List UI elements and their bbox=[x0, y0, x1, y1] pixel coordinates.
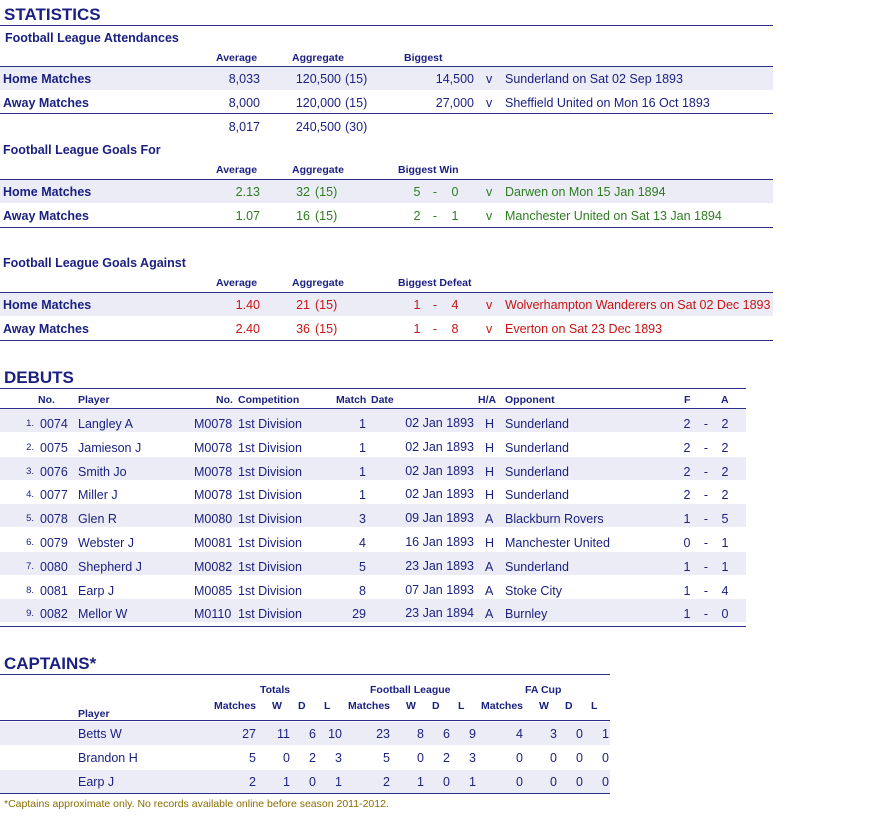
goals-for-away-aggregate: 16 bbox=[296, 209, 310, 223]
attendances-home-detail: Sunderland on Sat 02 Sep 1893 bbox=[505, 72, 683, 86]
debut-ha: H bbox=[485, 536, 495, 550]
debut-date: 23 Jan 1894 bbox=[405, 606, 474, 621]
debut-score-f: 2 bbox=[683, 417, 691, 431]
goals-against-away-average: 2.40 bbox=[235, 322, 260, 336]
captain-facup-w: 3 bbox=[550, 727, 557, 741]
goals-against-away-f: 1 bbox=[413, 322, 421, 336]
debut-score-dash: - bbox=[703, 464, 709, 479]
attendances-away-biggest: 27,000 bbox=[435, 96, 474, 110]
debuts-opponent-header: Opponent bbox=[505, 394, 555, 406]
debut-date: 16 Jan 1893 bbox=[405, 535, 474, 549]
goals-for-home-a: 0 bbox=[451, 185, 459, 199]
captains-facup-group: FA Cup bbox=[525, 684, 562, 696]
debuts-a-header: A bbox=[721, 394, 729, 406]
captain-league-d: 0 bbox=[443, 775, 450, 789]
attendances-total-average: 8,017 bbox=[228, 120, 260, 134]
debuts-match-header: Match bbox=[336, 394, 367, 406]
goals-against-biggest-header: Biggest Defeat bbox=[398, 277, 472, 289]
debut-match-number: 1 bbox=[359, 440, 366, 455]
attendances-home-aggregate: 120,500 bbox=[295, 72, 341, 86]
captain-league-w: 8 bbox=[417, 727, 424, 741]
debut-match-number: 8 bbox=[359, 583, 366, 598]
debut-score-dash: - bbox=[703, 417, 709, 431]
attendances-total-count: (30) bbox=[345, 120, 368, 134]
debut-player-no: 0079 bbox=[40, 536, 68, 550]
goals-for-home-aggregate: 32 bbox=[296, 185, 310, 199]
debut-opponent: Sunderland bbox=[505, 488, 569, 503]
debut-ha: H bbox=[485, 417, 495, 431]
debut-opponent: Blackburn Rovers bbox=[505, 512, 604, 527]
debut-player-no: 0082 bbox=[40, 607, 68, 622]
debut-score-f: 2 bbox=[683, 440, 691, 455]
captain-facup-matches: 0 bbox=[516, 751, 523, 765]
captains-totals-w-header: W bbox=[272, 700, 282, 712]
goals-against-aggregate-header: Aggregate bbox=[292, 277, 344, 289]
debut-competition: 1st Division bbox=[238, 607, 302, 622]
captain-totals-l: 10 bbox=[328, 727, 342, 741]
goals-for-away-a: 1 bbox=[451, 209, 459, 223]
captain-facup-matches: 4 bbox=[516, 727, 523, 741]
debut-player-name: Mellor W bbox=[78, 607, 128, 622]
debut-player-no: 0078 bbox=[40, 512, 68, 527]
captain-facup-w: 0 bbox=[550, 751, 557, 765]
debut-score-dash: - bbox=[703, 607, 709, 622]
captain-facup-d: 0 bbox=[576, 751, 583, 765]
attendances-away-v: v bbox=[486, 96, 493, 110]
debut-index: 8. bbox=[26, 584, 34, 596]
debut-competition: 1st Division bbox=[238, 559, 302, 574]
debut-index: 7. bbox=[26, 560, 34, 572]
captain-league-w: 0 bbox=[417, 751, 424, 765]
debuts-match-no-header: No. bbox=[216, 394, 233, 406]
debut-index: 6. bbox=[26, 537, 34, 548]
attendances-title: Football League Attendances bbox=[5, 31, 179, 45]
goals-against-home-a: 4 bbox=[451, 298, 459, 312]
debut-match-no: M0082 bbox=[194, 559, 233, 574]
goals-for-home-v: v bbox=[486, 185, 493, 199]
goals-against-home-aggregate: 21 bbox=[296, 298, 310, 312]
goals-for-away-label: Away Matches bbox=[3, 209, 89, 223]
debut-date: 23 Jan 1893 bbox=[405, 558, 474, 573]
attendances-away-label: Away Matches bbox=[3, 96, 89, 110]
debut-opponent: Stoke City bbox=[505, 583, 562, 598]
goals-for-home-count: (15) bbox=[315, 185, 338, 199]
captain-totals-l: 3 bbox=[335, 751, 342, 765]
debut-match-number: 3 bbox=[359, 512, 366, 527]
debut-match-no: M0078 bbox=[194, 488, 233, 503]
goals-against-home-dash: - bbox=[432, 298, 438, 312]
debut-match-no: M0078 bbox=[194, 464, 233, 479]
goals-against-away-a: 8 bbox=[451, 322, 459, 336]
debut-player-name: Earp J bbox=[78, 583, 115, 598]
debut-opponent: Sunderland bbox=[505, 440, 569, 455]
debut-match-no: M0085 bbox=[194, 583, 233, 598]
goals-for-away-detail: Manchester United on Sat 13 Jan 1894 bbox=[505, 209, 722, 223]
goals-for-away-v: v bbox=[486, 209, 493, 223]
debut-match-number: 5 bbox=[359, 559, 366, 574]
debut-competition: 1st Division bbox=[238, 440, 302, 455]
goals-for-away-average: 1.07 bbox=[235, 209, 260, 223]
captains-totals-matches-header: Matches bbox=[214, 700, 257, 712]
debut-opponent: Sunderland bbox=[505, 464, 569, 479]
captain-league-matches: 23 bbox=[376, 727, 390, 741]
captain-totals-matches: 5 bbox=[249, 751, 256, 765]
debut-player-no: 0076 bbox=[40, 464, 68, 479]
goals-for-home-f: 5 bbox=[413, 185, 421, 199]
debut-score-f: 1 bbox=[683, 512, 691, 527]
debut-index: 4. bbox=[26, 489, 34, 501]
goals-for-average-header: Average bbox=[216, 164, 258, 176]
debuts-f-header: F bbox=[684, 394, 691, 406]
goals-against-home-count: (15) bbox=[315, 298, 338, 312]
debuts-title: DEBUTS bbox=[4, 368, 74, 387]
debut-ha: A bbox=[485, 607, 494, 622]
captain-facup-l: 1 bbox=[602, 727, 609, 741]
attendances-away-average: 8,000 bbox=[228, 96, 260, 110]
captain-totals-d: 0 bbox=[309, 775, 316, 789]
goals-against-home-average: 1.40 bbox=[235, 298, 260, 312]
debut-competition: 1st Division bbox=[238, 417, 302, 431]
goals-against-home-v: v bbox=[486, 298, 493, 312]
debut-player-name: Webster J bbox=[78, 536, 135, 550]
debuts-player-header: Player bbox=[78, 394, 110, 406]
captains-footnote: *Captains approximate only. No records available online before season 2011-2012. bbox=[4, 798, 389, 810]
debut-score-a: 2 bbox=[721, 464, 729, 479]
captain-totals-matches: 27 bbox=[242, 727, 256, 741]
debut-player-name: Glen R bbox=[78, 512, 117, 527]
debut-opponent: Burnley bbox=[505, 607, 548, 622]
goals-for-home-detail: Darwen on Mon 15 Jan 1894 bbox=[505, 185, 666, 199]
goals-for-away-f: 2 bbox=[413, 209, 421, 223]
captain-league-l: 9 bbox=[469, 727, 476, 741]
debut-score-f: 1 bbox=[683, 607, 691, 622]
captains-league-l-header: L bbox=[458, 700, 465, 712]
goals-for-biggest-header: Biggest Win bbox=[398, 164, 459, 176]
goals-against-away-dash: - bbox=[432, 322, 438, 336]
captains-facup-l-header: L bbox=[591, 700, 598, 712]
debut-score-a: 0 bbox=[721, 607, 729, 622]
debut-player-no: 0080 bbox=[40, 559, 68, 574]
captain-facup-l: 0 bbox=[602, 751, 609, 765]
debut-index: 3. bbox=[26, 465, 34, 477]
captain-league-matches: 5 bbox=[383, 751, 390, 765]
captain-facup-l: 0 bbox=[602, 775, 609, 789]
captain-facup-w: 0 bbox=[550, 775, 557, 789]
goals-against-away-aggregate: 36 bbox=[296, 322, 310, 336]
captain-totals-w: 1 bbox=[283, 775, 290, 789]
captains-player-header: Player bbox=[78, 708, 110, 720]
debut-ha: H bbox=[485, 464, 495, 479]
debuts-date-header: Date bbox=[371, 394, 394, 406]
debut-score-a: 4 bbox=[721, 583, 729, 598]
debut-match-no: M0080 bbox=[194, 512, 233, 527]
debut-match-number: 1 bbox=[359, 464, 366, 479]
attendances-home-label: Home Matches bbox=[3, 72, 92, 86]
captains-totals-group: Totals bbox=[260, 684, 291, 696]
debut-score-dash: - bbox=[703, 488, 709, 503]
captain-totals-d: 6 bbox=[309, 727, 316, 741]
goals-against-average-header: Average bbox=[216, 277, 258, 289]
debut-match-number: 1 bbox=[359, 417, 366, 431]
debuts-no-header: No. bbox=[38, 394, 55, 406]
attendances-away-aggregate: 120,000 bbox=[295, 96, 341, 110]
captain-league-w: 1 bbox=[417, 775, 424, 789]
debut-index: 5. bbox=[26, 513, 34, 525]
debut-score-dash: - bbox=[703, 512, 709, 527]
goals-for-home-average: 2.13 bbox=[235, 185, 260, 199]
debut-ha: H bbox=[485, 488, 495, 503]
captain-player: Betts W bbox=[78, 727, 122, 741]
debut-score-f: 0 bbox=[683, 536, 691, 550]
captain-league-d: 2 bbox=[443, 751, 450, 765]
goals-against-away-label: Away Matches bbox=[3, 322, 89, 336]
goals-for-away-dash: - bbox=[432, 209, 438, 223]
debut-index: 2. bbox=[26, 441, 34, 453]
debut-score-a: 1 bbox=[721, 559, 729, 574]
debut-date: 02 Jan 1893 bbox=[405, 439, 474, 454]
attendances-away-count: (15) bbox=[345, 96, 368, 110]
debut-date: 07 Jan 1893 bbox=[405, 582, 474, 597]
goals-against-title: Football League Goals Against bbox=[3, 256, 186, 270]
attendances-aggregate-header: Aggregate bbox=[292, 52, 344, 64]
debut-competition: 1st Division bbox=[238, 512, 302, 527]
goals-against-away-v: v bbox=[486, 322, 493, 336]
debut-score-f: 2 bbox=[683, 464, 691, 479]
captain-facup-d: 0 bbox=[576, 775, 583, 789]
debut-match-no: M0081 bbox=[194, 536, 233, 550]
captain-player: Earp J bbox=[78, 775, 115, 789]
debut-opponent: Manchester United bbox=[505, 536, 610, 550]
captains-totals-d-header: D bbox=[298, 700, 306, 712]
debut-match-number: 1 bbox=[359, 488, 366, 503]
goals-against-away-detail: Everton on Sat 23 Dec 1893 bbox=[505, 322, 663, 336]
captains-facup-w-header: W bbox=[539, 700, 549, 712]
debut-player-no: 0077 bbox=[40, 488, 68, 503]
debut-score-a: 2 bbox=[721, 417, 729, 431]
debut-index: 1. bbox=[26, 418, 34, 429]
captains-league-w-header: W bbox=[406, 700, 416, 712]
debut-score-f: 2 bbox=[683, 488, 691, 503]
debut-score-a: 5 bbox=[721, 512, 729, 527]
debut-ha: A bbox=[485, 512, 494, 527]
debut-match-number: 4 bbox=[359, 536, 366, 550]
debut-player-name: Langley A bbox=[78, 417, 133, 431]
attendances-average-header: Average bbox=[216, 52, 258, 64]
debut-match-no: M0078 bbox=[194, 417, 233, 431]
statistics-title: STATISTICS bbox=[4, 5, 101, 24]
captains-facup-d-header: D bbox=[565, 700, 573, 712]
debut-player-name: Shepherd J bbox=[78, 559, 142, 574]
debut-competition: 1st Division bbox=[238, 464, 302, 479]
captains-league-matches-header: Matches bbox=[348, 700, 391, 712]
captains-facup-matches-header: Matches bbox=[481, 700, 524, 712]
goals-against-home-detail: Wolverhampton Wanderers on Sat 02 Dec 1893 bbox=[505, 298, 771, 312]
debut-score-dash: - bbox=[703, 536, 709, 550]
debut-score-a: 2 bbox=[721, 440, 729, 455]
debut-score-a: 2 bbox=[721, 488, 729, 503]
captains-league-group: Football League bbox=[370, 684, 451, 696]
captain-totals-l: 1 bbox=[335, 775, 342, 789]
goals-against-home-label: Home Matches bbox=[3, 298, 92, 312]
debut-ha: H bbox=[485, 440, 495, 455]
debut-index: 9. bbox=[26, 608, 34, 620]
goals-against-home-f: 1 bbox=[413, 298, 421, 312]
captain-league-l: 1 bbox=[469, 775, 476, 789]
attendances-total-aggregate: 240,500 bbox=[295, 120, 341, 134]
captain-league-matches: 2 bbox=[383, 775, 390, 789]
goals-for-home-dash: - bbox=[432, 185, 438, 199]
debut-ha: A bbox=[485, 583, 494, 598]
captain-totals-w: 11 bbox=[277, 727, 290, 741]
debut-score-dash: - bbox=[703, 559, 709, 574]
debut-score-f: 1 bbox=[683, 583, 691, 598]
goals-for-away-count: (15) bbox=[315, 209, 338, 223]
debut-score-f: 1 bbox=[683, 559, 691, 574]
attendances-biggest-header: Biggest bbox=[404, 52, 443, 64]
debut-date: 02 Jan 1893 bbox=[405, 416, 474, 430]
debut-score-dash: - bbox=[703, 583, 709, 598]
debut-match-no: M0110 bbox=[194, 607, 232, 622]
captain-totals-d: 2 bbox=[309, 751, 316, 765]
debut-date: 09 Jan 1893 bbox=[405, 511, 474, 526]
debut-opponent: Sunderland bbox=[505, 417, 569, 431]
attendances-home-v: v bbox=[486, 72, 493, 86]
debut-competition: 1st Division bbox=[238, 488, 302, 503]
debut-date: 02 Jan 1893 bbox=[405, 463, 474, 478]
captains-totals-l-header: L bbox=[324, 700, 331, 712]
captain-totals-matches: 2 bbox=[249, 775, 256, 789]
debut-date: 02 Jan 1893 bbox=[405, 487, 474, 502]
debut-competition: 1st Division bbox=[238, 536, 302, 550]
debuts-ha-header: H/A bbox=[478, 394, 497, 406]
debut-competition: 1st Division bbox=[238, 583, 302, 598]
goals-for-aggregate-header: Aggregate bbox=[292, 164, 344, 176]
debut-ha: A bbox=[485, 559, 494, 574]
debut-player-no: 0081 bbox=[40, 583, 68, 598]
debut-score-a: 1 bbox=[721, 536, 729, 550]
attendances-away-detail: Sheffield United on Mon 16 Oct 1893 bbox=[505, 96, 710, 110]
goals-against-away-count: (15) bbox=[315, 322, 338, 336]
captain-player: Brandon H bbox=[78, 751, 138, 765]
debut-match-number: 29 bbox=[352, 607, 366, 622]
debut-player-name: Miller J bbox=[78, 488, 118, 503]
debut-match-no: M0078 bbox=[194, 440, 233, 455]
debut-opponent: Sunderland bbox=[505, 559, 569, 574]
goals-for-home-label: Home Matches bbox=[3, 185, 92, 199]
debut-player-name: Jamieson J bbox=[78, 440, 142, 455]
debut-player-no: 0075 bbox=[40, 440, 68, 455]
captain-facup-d: 0 bbox=[576, 727, 583, 741]
debut-score-dash: - bbox=[703, 440, 709, 455]
captains-league-d-header: D bbox=[432, 700, 440, 712]
captains-title: CAPTAINS* bbox=[4, 654, 97, 673]
attendances-home-count: (15) bbox=[345, 72, 368, 86]
captain-totals-w: 0 bbox=[283, 751, 290, 765]
debut-player-name: Smith Jo bbox=[78, 464, 127, 479]
debuts-competition-header: Competition bbox=[238, 394, 300, 406]
attendances-home-average: 8,033 bbox=[228, 72, 260, 86]
captain-league-d: 6 bbox=[443, 727, 450, 741]
captain-league-l: 3 bbox=[469, 751, 476, 765]
goals-for-title: Football League Goals For bbox=[3, 143, 161, 157]
captain-facup-matches: 0 bbox=[516, 775, 523, 789]
debut-player-no: 0074 bbox=[40, 417, 68, 431]
attendances-home-biggest: 14,500 bbox=[435, 72, 474, 86]
